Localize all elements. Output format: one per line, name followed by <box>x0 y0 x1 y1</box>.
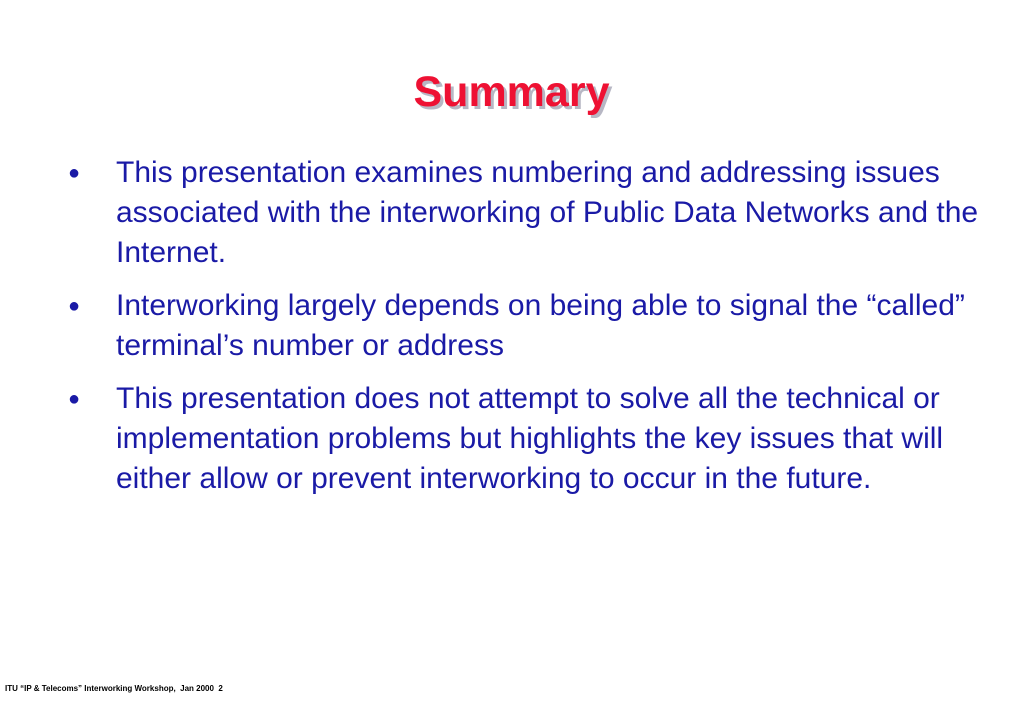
bullet-text: Interworking largely depends on being able to signal the “called” terminal’s number or address <box>116 289 965 362</box>
bullet-marker-icon: ● <box>68 162 81 184</box>
bullet-marker-icon: ● <box>68 388 81 410</box>
bullet-text: This presentation does not attempt to solve all the technical or implementation problems but highlights the key issues that will either allow or prevent interworking to occur in the future. <box>116 382 944 495</box>
bullet-marker-icon: ● <box>68 295 81 317</box>
bullet-text: This presentation examines numbering and addressing issues associated with the interworking of Public Data Networks and the Internet. <box>116 156 979 269</box>
slide-title: Summary <box>413 68 610 116</box>
slide-footer: ITU “IP & Telecoms” Interworking Workshop, Jan 2000 2 <box>5 684 223 693</box>
bullet-item <box>68 153 998 273</box>
bullet-list <box>68 153 998 512</box>
bullet-item <box>68 286 998 366</box>
bullet-item <box>68 379 998 499</box>
